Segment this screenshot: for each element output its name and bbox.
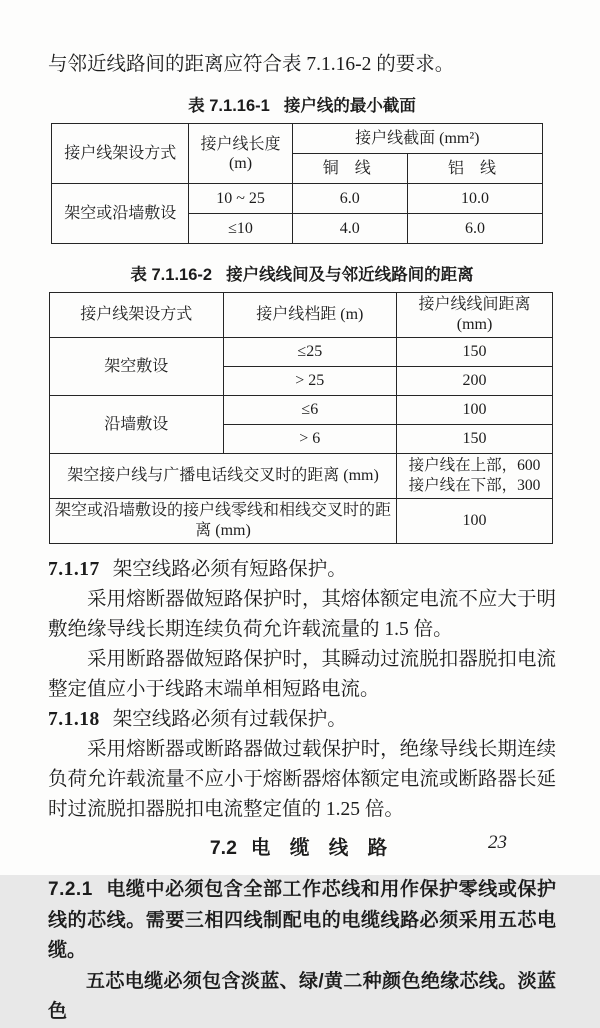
table2-header-distance: 接户线线间距离 (mm) [397,293,553,338]
table1-cell-copper: 4.0 [292,214,407,244]
table1-cell-copper: 6.0 [292,184,407,214]
table1-cell-length: 10 ~ 25 [189,184,292,214]
table2-title-text: 接户线线间及与邻近线路间的距离 [226,266,474,284]
clause-number: 7.1.18 [48,709,100,730]
table1-header-length-line1: 接户线长度 [200,135,281,153]
table1-cell-aluminum: 6.0 [407,214,542,244]
clause-text: 架空线路必须有过载保护。 [112,709,347,730]
table1-header-length [189,124,292,184]
table1-cell-method: 架空或沿墙敷设 [52,184,189,244]
table2-crossing-label: 架空接户线与广播电话线交叉时的距离 (mm) [50,454,397,499]
table2-last-value: 100 [397,499,553,544]
clause-text: 电缆中必须包含全部工作芯线和用作保护零线或保护线的芯线。需要三相四线制配电的电缆线路必须采用五芯电缆。 [48,879,556,961]
table2-cell-span: ≤25 [223,338,397,367]
table1-title-label: 表 7.1.16-1 [188,97,270,115]
paragraph-overload-protection: 采用熔断器或断路器做过载保护时，绝缘导线长期连续负荷允许载流量不应小于熔断器熔体额定电流或断路器长延时过流脱扣器脱扣电流整定值的 1.25 倍。 [48,739,556,820]
table1-title [48,92,556,116]
intro-paragraph: 与邻近线路间的距离应符合表 7.1.16-2 的要求。 [48,54,455,75]
table1-title-text: 接户线的最小截面 [283,97,416,115]
clause-7-1-17 [48,555,556,585]
table2-header-span: 接户线档距 (m) [223,293,397,338]
table-row [50,454,553,499]
table1-header-section: 接户线截面 (mm²) [292,124,542,154]
table2-cell-distance: 200 [397,367,553,396]
table1-header-length-line2: (m) [228,154,253,172]
table-row [52,184,543,214]
table1-header-aluminum: 铝 线 [407,154,542,184]
table-row [50,499,553,544]
clause-7-2-1 [48,875,556,967]
table2-crossing-value-line1: 接户线在上部，600 [408,457,541,474]
paragraph-breaker-short-circuit: 采用断路器做短路保护时，其瞬动过流脱扣器脱扣电流整定值应小于线路末端单相短路电流。 [48,649,556,700]
table1-header-method: 接户线架设方式 [52,124,189,184]
clause-number: 7.1.17 [48,559,100,580]
table-row [50,338,553,367]
table-row [50,293,553,338]
table2-crossing-value-line2: 接户线在下部，300 [408,477,541,494]
table-row [50,396,553,425]
table-row [52,124,543,154]
table1-cell-aluminum: 10.0 [407,184,542,214]
table1-header-copper: 铜 线 [292,154,407,184]
table2-header-method: 接户线架设方式 [50,293,224,338]
table2-crossing-value [397,454,553,499]
table2-cell-method: 架空敷设 [50,338,224,396]
table-min-cross-section [51,123,543,244]
table2-last-label: 架空或沿墙敷设的接户线零线和相线交叉时的距离 (mm) [50,499,397,544]
section-heading-7-2 [48,832,556,860]
clause-text: 架空线路必须有短路保护。 [112,559,347,580]
table2-cell-method: 沿墙敷设 [50,396,224,454]
clause-7-1-18 [48,705,556,735]
table2-cell-distance: 100 [397,396,553,425]
table2-cell-distance: 150 [397,425,553,454]
paragraph-fuse-short-circuit: 采用熔断器做短路保护时，其熔体额定电流不应大于明敷绝缘导线长期连续负荷允许载流量的 1.5 倍。 [48,589,556,640]
section-heading-text: 电 缆 线 路 [250,837,395,859]
clause-number: 7.2.1 [48,879,93,900]
page-number: 23 [488,832,507,853]
table2-cell-span: > 25 [223,367,397,396]
spacer [48,80,556,92]
table2-cell-span: > 6 [223,425,397,454]
table2-cell-span: ≤6 [223,396,397,425]
table-line-distances [49,292,553,544]
section-heading-number: 7.2 [209,837,237,859]
table2-title-label: 表 7.1.16-2 [130,266,213,284]
table2-cell-distance: 150 [397,338,553,367]
paragraph-five-core-cable: 五芯电缆必须包含淡蓝、绿/黄二种颜色绝缘芯线。淡蓝色 [48,970,556,1022]
table1-cell-length: ≤10 [189,214,292,244]
table2-title [48,261,556,285]
